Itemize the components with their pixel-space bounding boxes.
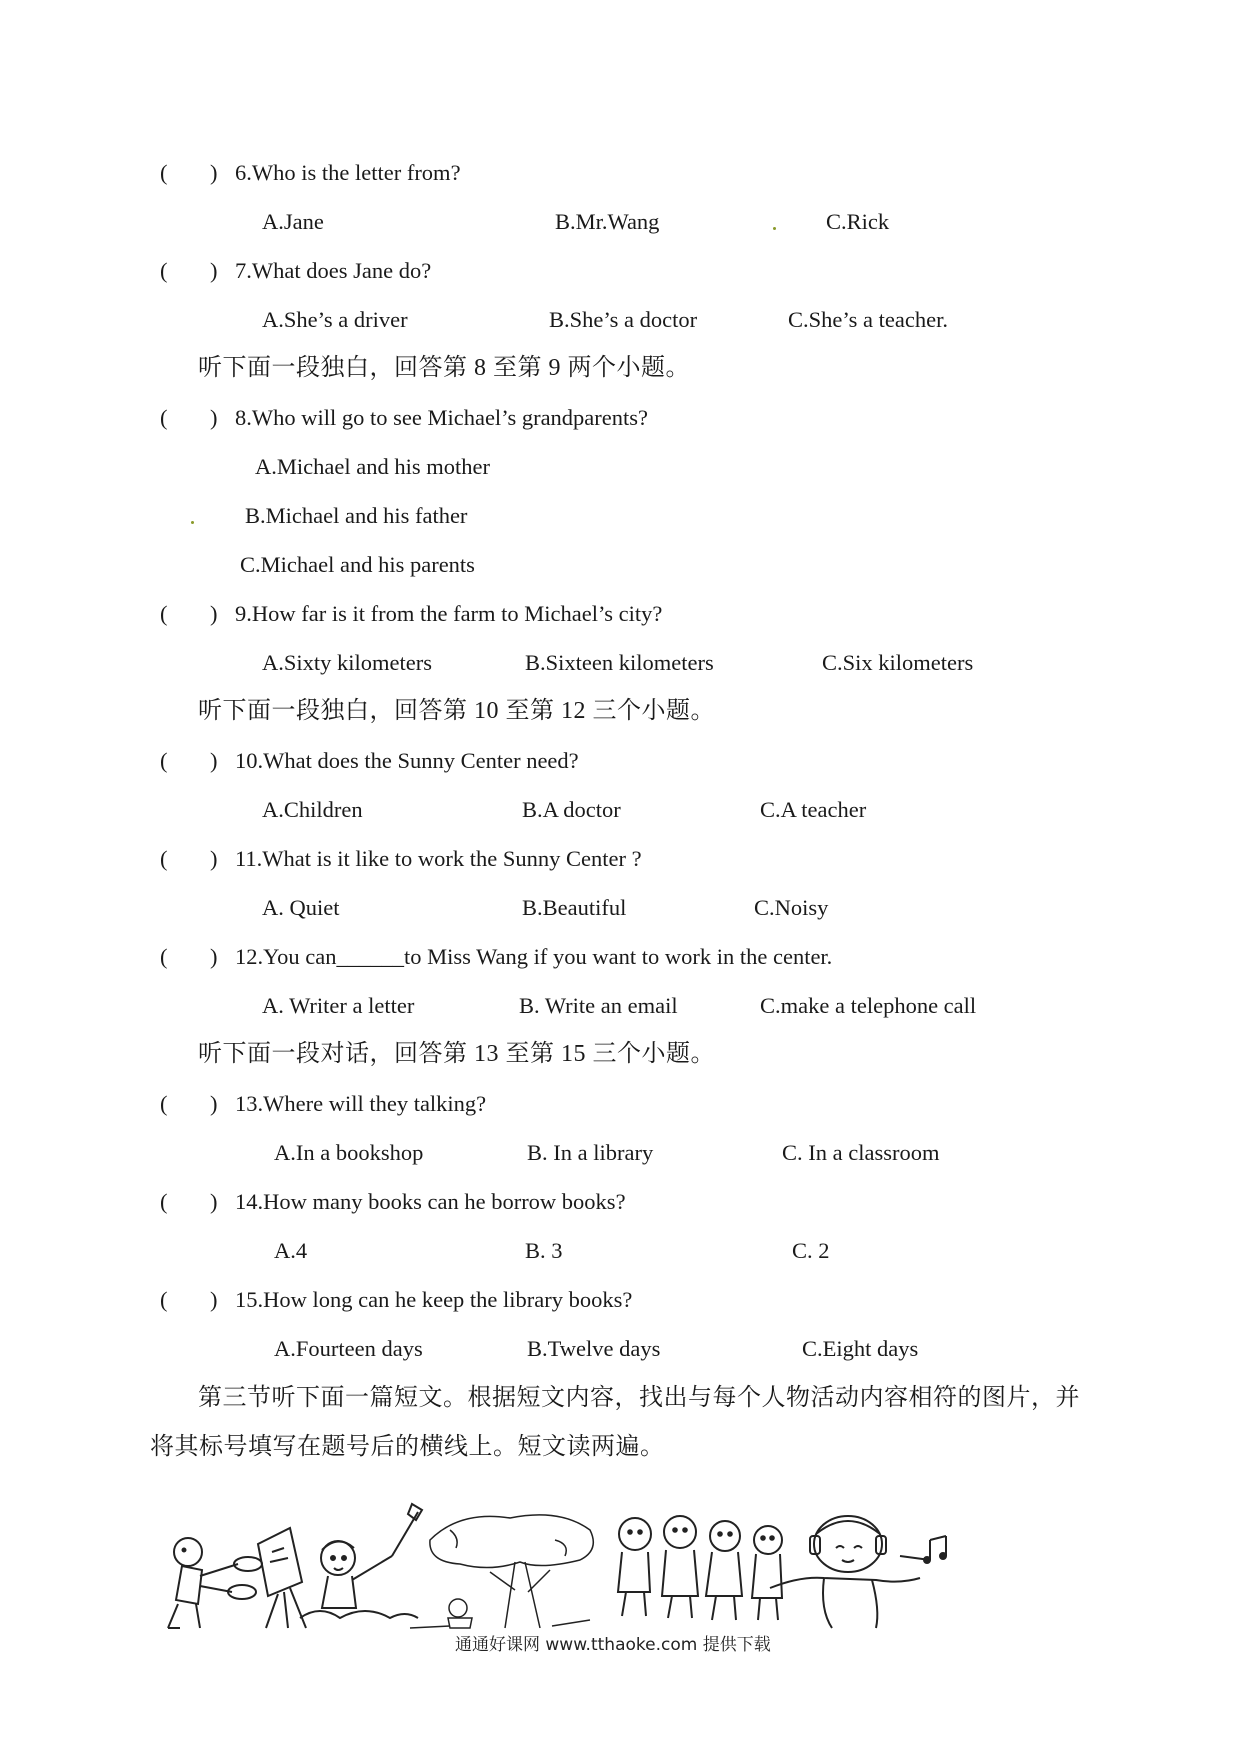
option-c: C.Six kilometers (822, 650, 974, 675)
answer-paren-close: ) (210, 846, 218, 871)
answer-paren-close: ) (210, 405, 218, 430)
question-stem: 11.What is it like to work the Sunny Center ? (235, 846, 642, 871)
answer-paren-close: ) (210, 748, 218, 773)
children-group-picture (618, 1516, 782, 1620)
option-c: C.A teacher (760, 797, 867, 822)
answer-paren-close: ) (210, 258, 218, 283)
option-b: B.Beautiful (522, 895, 627, 920)
section3-instruction-line1: 第三节听下面一篇短文。根据短文内容，找出与每个人物活动内容相符的图片，并 (198, 1385, 1080, 1411)
question-stem: 6.Who is the letter from? (235, 160, 461, 185)
answer-paren-open: ( (160, 1189, 168, 1214)
tree-reading-picture (410, 1515, 593, 1628)
question-stem: 9.How far is it from the farm to Michael’s city? (235, 601, 663, 626)
option-c: C.Eight days (802, 1336, 919, 1361)
option-c: C.Rick (826, 209, 890, 234)
option-b: B. Write an email (519, 993, 678, 1018)
option-c: C. In a classroom (782, 1140, 940, 1165)
answer-paren-close: ) (210, 1189, 218, 1214)
kite-picture (300, 1504, 422, 1618)
answer-paren-close: ) (210, 601, 218, 626)
option-a: A.Fourteen days (274, 1336, 423, 1361)
option-c: C.Michael and his parents (240, 552, 475, 577)
activity-pictures (160, 1500, 1040, 1630)
section3-instruction-line2: 将其标号填写在题号后的横线上。短文读两遍。 (150, 1434, 665, 1460)
option-c: C.She’s a teacher. (788, 307, 948, 332)
option-a: A.Jane (262, 209, 324, 234)
option-a: A. Writer a letter (262, 993, 415, 1018)
music-picture (770, 1516, 946, 1628)
option-b: B.Sixteen kilometers (525, 650, 714, 675)
answer-paren-open: ( (160, 944, 168, 969)
option-c: C.make a telephone call (760, 993, 977, 1018)
option-b: B. 3 (525, 1238, 563, 1263)
option-b: B.Mr.Wang (555, 209, 660, 234)
speck-mark (191, 521, 194, 524)
question-stem: 13.Where will they talking? (235, 1091, 487, 1116)
option-b: B.She’s a doctor (549, 307, 698, 332)
option-a: A.Michael and his mother (255, 454, 490, 479)
answer-paren-close: ) (210, 160, 218, 185)
answer-paren-open: ( (160, 846, 168, 871)
option-b: B. In a library (527, 1140, 654, 1165)
question-stem: 10.What does the Sunny Center need? (235, 748, 579, 773)
answer-paren-open: ( (160, 748, 168, 773)
option-a: A.She’s a driver (262, 307, 408, 332)
answer-paren-close: ) (210, 1287, 218, 1312)
answer-paren-open: ( (160, 1287, 168, 1312)
answer-paren-open: ( (160, 258, 168, 283)
option-a: A.Sixty kilometers (262, 650, 432, 675)
option-a: A.4 (274, 1238, 308, 1263)
answer-paren-open: ( (160, 1091, 168, 1116)
option-a: A.Children (262, 797, 363, 822)
answer-paren-open: ( (160, 405, 168, 430)
option-c: C. 2 (792, 1238, 830, 1263)
option-a: A. Quiet (262, 895, 340, 920)
question-stem: 12.You can______to Miss Wang if you want to work in the center. (235, 944, 833, 969)
answer-paren-close: ) (210, 1091, 218, 1116)
instruction-q13-15: 听下面一段对话，回答第 13 至第 15 三个小题。 (198, 1041, 715, 1067)
option-c: C.Noisy (754, 895, 829, 920)
question-stem: 8.Who will go to see Michael’s grandparents? (235, 405, 649, 430)
option-a: A.In a bookshop (274, 1140, 424, 1165)
speck-mark (773, 227, 776, 230)
answer-paren-close: ) (210, 944, 218, 969)
option-b: B.A doctor (522, 797, 621, 822)
answer-paren-open: ( (160, 601, 168, 626)
instruction-q8-9: 听下面一段独白，回答第 8 至第 9 两个小题。 (198, 355, 690, 381)
option-b: B.Twelve days (527, 1336, 661, 1361)
answer-paren-open: ( (160, 160, 168, 185)
question-stem: 15.How long can he keep the library books? (235, 1287, 633, 1312)
instruction-q10-12: 听下面一段独白，回答第 10 至第 12 三个小题。 (198, 698, 715, 724)
painting-picture (168, 1528, 306, 1628)
question-stem: 7.What does Jane do? (235, 258, 432, 283)
option-b: B.Michael and his father (245, 503, 468, 528)
question-stem: 14.How many books can he borrow books? (235, 1189, 626, 1214)
page-footer: 通通好课网 www.tthaoke.com 提供下载 (455, 1635, 771, 1655)
